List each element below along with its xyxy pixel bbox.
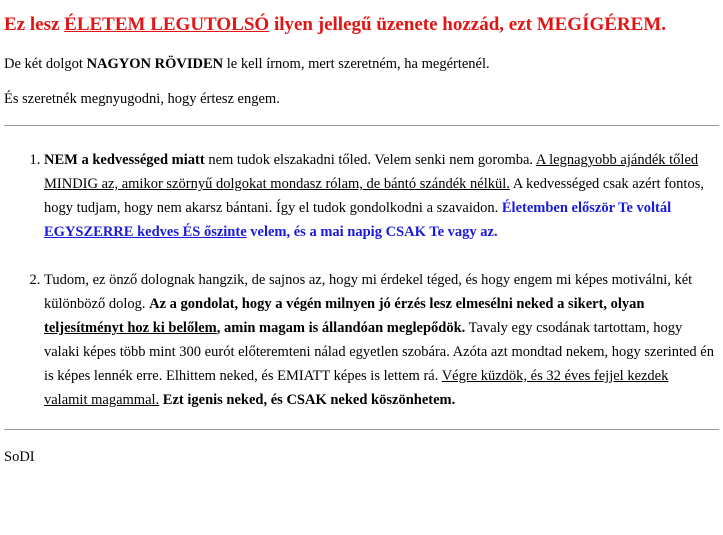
- divider-bottom: [4, 429, 719, 430]
- intro-p1-a: De két dolgot: [4, 56, 87, 72]
- intro-paragraph-1: [4, 55, 719, 74]
- list-item-2: [44, 268, 714, 412]
- item2-text-a: Tudom, ez önző dolognak hangzik, de sajnos az, hogy mi érdekel téged, és hogy engem mi képes motiválni, két különböző dolog.: [44, 272, 693, 312]
- item1-text-b: nem tudok elszakadni tőled. Velem senki nem goromba.: [204, 152, 536, 168]
- divider-top: [4, 125, 719, 126]
- signature: SoDI: [4, 449, 35, 465]
- intro-paragraph-2: És szeretnék megnyugodni, hogy értesz engem.: [4, 91, 280, 107]
- points-list: [4, 148, 714, 412]
- item1-text-d: A kedvességed csak azért fontos, hogy tudjam, hogy nem akarsz bántani. Így el tudok gondolkodni a szavaidon.: [44, 176, 704, 216]
- item1-underlined: A legnagyobb ajándék tőled MINDIG az, amikor szörnyű dolgokat mondasz rólam, de bántó szándék nélkül.: [44, 152, 699, 192]
- item2-bold-b: Az a gondolat, hogy a végén milnyen jó érzés lesz elmesélni neked a sikert, olyan: [149, 296, 645, 312]
- item1-blue-g: velem, és a mai napig CSAK Te vagy az.: [246, 224, 498, 240]
- item2-bold-underlined: teljesítményt hoz ki belőlem: [44, 320, 217, 336]
- letter-heading: [4, 14, 719, 36]
- intro-p1-c: le kell írnom, mert szeretném, ha megértenél.: [223, 56, 490, 72]
- heading-part3: ilyen jellegű üzenete hozzád, ezt MEGÍGÉREM.: [269, 14, 667, 35]
- item2-text-e: Tavaly egy csodának tartottam, hogy valaki képes több mint 300 eurót előteremteni nálad egyetlen szobára. Azóta azt mondtad nekem, hogy szerinted én is képes lennék erre. Elhittem neked, és EMIATT képes is lettem rá.: [44, 320, 714, 384]
- intro-p1-bold: NAGYON RÖVIDEN: [86, 56, 224, 72]
- item1-blue-e: Életemben először Te voltál: [501, 200, 672, 216]
- item2-bold-closing: Ezt igenis neked, és CSAK neked köszönhetem.: [162, 392, 456, 408]
- item2-bold-d: , amin magam is állandóan meglepődök.: [216, 320, 466, 336]
- list-item-1: [44, 148, 714, 244]
- item1-bold-lead: NEM a kedvességed miatt: [44, 152, 205, 168]
- heading-emphasis: ÉLETEM LEGUTOLSÓ: [64, 14, 270, 35]
- item1-blue-underlined: EGYSZERRE kedves ÉS őszinte: [44, 224, 247, 240]
- item2-underlined: Végre küzdök, és 32 éves fejjel kezdek valamit magammal.: [44, 368, 669, 408]
- heading-part1: Ez lesz: [4, 14, 65, 35]
